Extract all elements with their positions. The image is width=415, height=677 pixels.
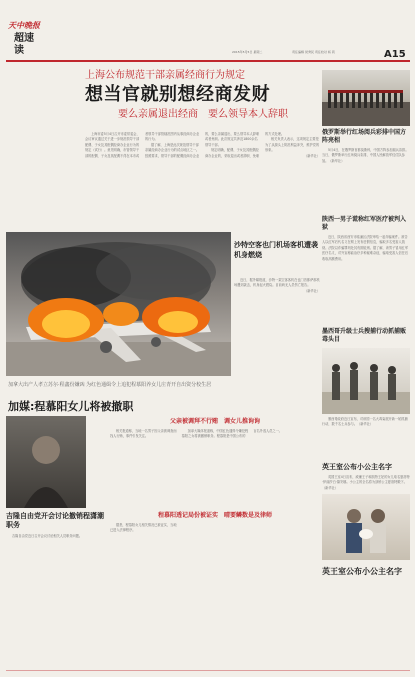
plane-title: 沙特空客也门机场客机遭袭机身燃烧 — [234, 241, 318, 259]
story2-title: 陕西一男子谎称红军医疗被判入狱 — [322, 216, 407, 231]
plane-body: 近日，据外媒报道，沙特一架空客客机在也门首都萨那机场遭到袭击，机身起火燃烧。目前尚无人员伤亡报告。 （新华社） — [234, 278, 320, 293]
mid-story-2: 程慕阳透记局份被证实 晴要鳞数是及律师 据悉，程慕阳女儿相关情况已被证实，当地已进入法律程序。 — [110, 510, 320, 653]
portrait-graphic — [6, 416, 86, 508]
editor-line: 责任编辑 侯秀民 责任校对 杨 莉 — [292, 50, 335, 54]
story4-title: 英王室公布小公主名字 — [322, 463, 392, 471]
header-rule — [6, 60, 410, 62]
cctv-kicker: 加拿大出产人孝立苏尔·程鑫份嫌凶 为红色通缉令上追犯程慕阳养女儿庄青开自出资分校生居 — [8, 382, 212, 388]
logo-text: 天中晚报 — [8, 20, 40, 30]
story2-body: 近日，陕西省西安市临潼区法院审结一起诈骗案件。被告人以红军后代名义在网上发布虚假信息，骗取多名受害人钱财。法院以诈骗罪判处其有期徒刑。据了解，该男子冒用红军医疗名义，对外宣称能治疗多种疑难杂症，骗取受害人信任后收取高额费用。 — [322, 235, 409, 261]
cctv-body — [90, 418, 104, 506]
right-column — [322, 70, 410, 670]
story3-title: 墨西哥升级士兵搜捕行动抓捕贩毒头目 — [322, 328, 407, 343]
soldiers-graphic — [322, 348, 410, 414]
mid-right-title: 英王室公布小公主名字 — [322, 567, 402, 576]
lead-deck: 要么亲属退出经商 要么领导本人辞职 — [118, 109, 288, 120]
lead-body: 上海市委5月4日召开市委常委会，会议审议通过关于进一步规范领导干部配偶、子女及其配偶经商办企业行为的规定（试行）。意见明确，市管领导干部的配偶、子女及其配偶不得在本市或者领导干部管辖范围内从事经商办企业的行为。 据了解，上海是此次规范领导干部亲属经商办企业行为的试点地区之一。按照要求，领导干部的配偶经商办企业的，要么亲属退出，要么领导本人辞职或者免职。此次规定共涉及1800余名领导干部。 规定明确，配偶、子女及其配偶经商办企业的，采取退出或者辞职、免职的方式处理。 相关负责人表示，这项规定主要是为了从源头上防范利益冲突，维护党的形象。 （新华社） — [85, 132, 320, 158]
mid-left-title: 吉隆自由党开会讨论撤销程潇潮职务 — [6, 512, 104, 529]
burning-plane-image — [6, 232, 231, 376]
plane-fire-graphic — [6, 232, 231, 376]
plane-story — [234, 232, 320, 376]
story4-body: 英国王室4日宣布，威廉王子和凯特王妃的女儿取名夏洛特·伊丽莎白·黛安娜。小公主的全名将为剑桥公主夏洛特殿下。（新华社） — [322, 475, 410, 490]
lead-kicker: 上海公布规范干部亲属经商行为规定 — [85, 70, 245, 81]
mid-left-story: 吉隆自由党开会讨论撤销程潇潮职务 吉隆自由党近日召开会议讨论相关人员职务问题。 — [6, 512, 104, 538]
royal-baby-image — [322, 494, 410, 560]
story1-title: 俄罗斯举行红场阅兵彩排中国方阵亮相 — [322, 129, 407, 144]
page-number: A15 — [384, 49, 406, 60]
mid1-title: 父亲被调拜不行贿 调女儿推询询 — [169, 418, 260, 425]
cctv-title: 加媒:程慕阳女儿将被撤职 — [8, 400, 134, 413]
story1-body: 5月4日，在俄罗斯首都莫斯科，中国方阵参加阅兵彩排。当日，俄罗斯举行红场阅兵彩排，中国人民解放军仪仗队参加。（新华社） — [322, 148, 409, 163]
bottom-rule — [6, 670, 410, 671]
parade-graphic — [322, 70, 410, 126]
story3-body: 墨西哥政府近日宣布，对该国一名大毒枭展开新一轮抓捕行动，数千名士兵参与。（新华社） — [322, 417, 408, 427]
masthead-logo — [8, 20, 44, 60]
royal-graphic — [322, 494, 410, 560]
soldiers-image — [322, 348, 410, 414]
portrait-image — [6, 416, 86, 508]
lead-headline: 想当官就别想经商发财 — [85, 84, 270, 105]
mid-story-1: 父亲被调拜不行贿 调女儿推询询 相关报道称，当地一名男子因父亲被调查而找人行贿，事件引发关注。 加拿大媒体报道称，中国红色通缉令嫌犯程慕阳之女将被撤销职务。程慕阳是中国公布的百名外逃人员之一。 — [110, 416, 320, 493]
mid2-title: 程慕阳透记局份被证实 晴要鳞数是及律师 — [157, 512, 272, 519]
date-line: 2015年5月5日 星期二 — [232, 50, 263, 54]
parade-image — [322, 70, 410, 126]
section-title: 超速读 — [14, 33, 34, 56]
